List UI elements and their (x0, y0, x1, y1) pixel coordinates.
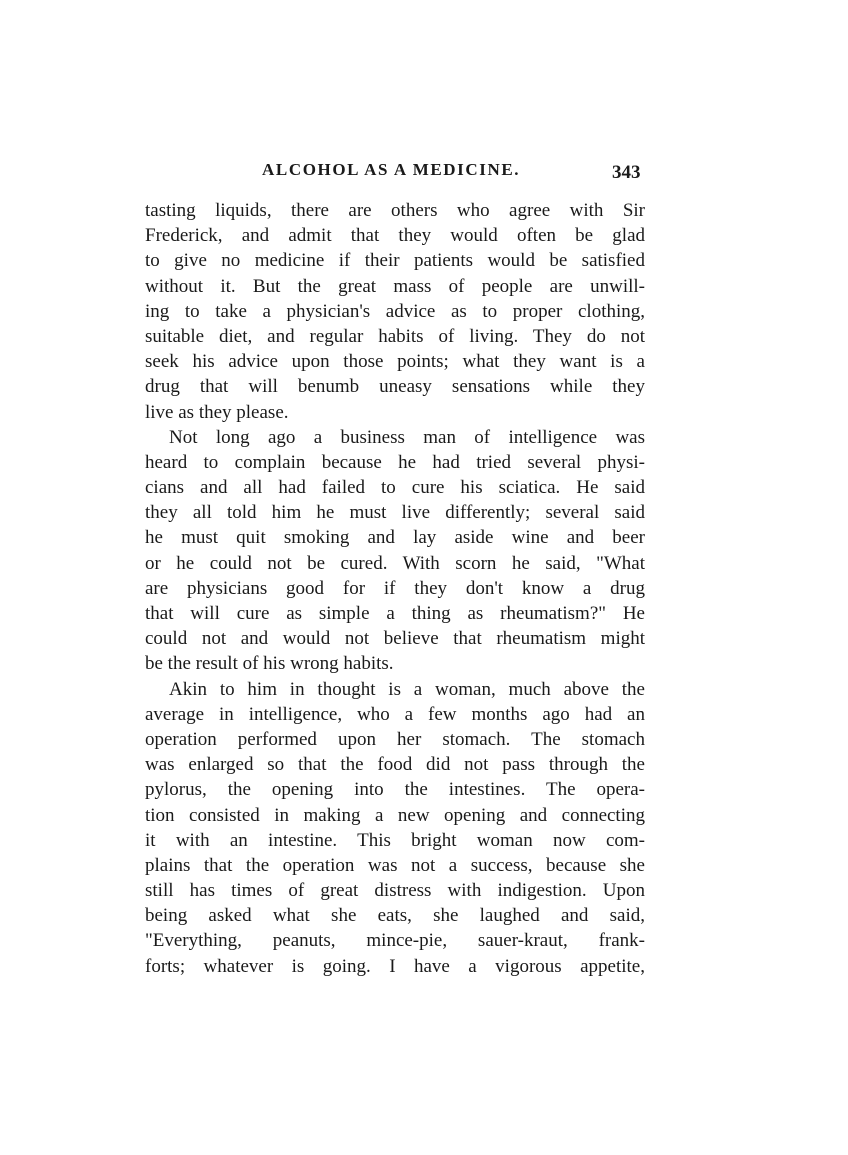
text-line: "Everything, peanuts, mince-pie, sauer-kraut, frank- (145, 930, 645, 952)
text-line: are physicians good for if they don't know a drug (145, 577, 645, 599)
text-line: or he could not be cured. With scorn he said, "What (145, 552, 645, 574)
text-line: heard to complain because he had tried several physi- (145, 451, 645, 473)
text-line: live as they please. (145, 401, 289, 423)
running-title: ALCOHOL AS A MEDICINE. (262, 160, 521, 179)
text-line: could not and would not believe that rheumatism might (145, 628, 645, 650)
text-line: they all told him he must live differently; several said (145, 502, 645, 524)
page-number: 343 (612, 162, 641, 183)
text-line: cians and all had failed to cure his sciatica. He said (145, 477, 645, 499)
text-line: still has times of great distress with indigestion. Upon (145, 880, 645, 902)
text-line: being asked what she eats, she laughed and said, (145, 905, 645, 927)
paragraph-start-line: Not long ago a business man of intelligence was (169, 426, 645, 448)
text-line: forts; whatever is going. I have a vigorous appetite, (145, 955, 645, 977)
text-line: drug that will benumb uneasy sensations while they (145, 376, 645, 398)
text-line: average in intelligence, who a few months ago had an (145, 703, 645, 725)
text-line: plains that the operation was not a success, because she (145, 854, 645, 876)
body-text (145, 198, 645, 979)
text-line: tion consisted in making a new opening and connecting (145, 804, 645, 826)
paragraph-start-line: Akin to him in thought is a woman, much above the (169, 678, 645, 700)
text-line: ing to take a physician's advice as to proper clothing, (145, 300, 645, 322)
text-line: to give no medicine if their patients would be satisfied (145, 250, 645, 272)
text-line: Frederick, and admit that they would often be glad (145, 225, 645, 247)
text-line: operation performed upon her stomach. The stomach (145, 728, 645, 750)
text-line: he must quit smoking and lay aside wine and beer (145, 527, 645, 549)
text-line: without it. But the great mass of people are unwill- (145, 275, 645, 297)
text-line: that will cure as simple a thing as rheumatism?" He (145, 603, 645, 624)
text-line: be the result of his wrong habits. (145, 653, 394, 675)
text-line: seek his advice upon those points; what they want is a (145, 351, 645, 373)
text-line: pylorus, the opening into the intestines. The opera- (145, 779, 645, 801)
text-line: tasting liquids, there are others who agree with Sir (145, 200, 645, 221)
text-line: suitable diet, and regular habits of living. They do not (145, 325, 645, 347)
text-line: was enlarged so that the food did not pass through the (145, 754, 645, 776)
text-line: it with an intestine. This bright woman now com- (145, 829, 645, 851)
